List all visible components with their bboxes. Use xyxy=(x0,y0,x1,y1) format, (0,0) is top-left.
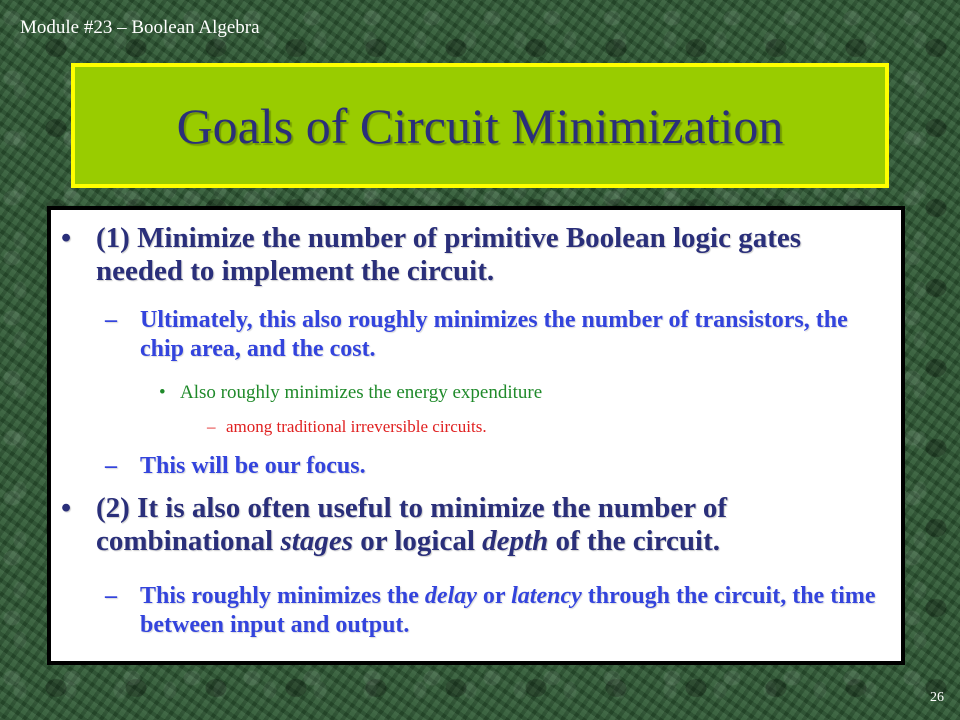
sub-sub-sub-item-text: among traditional irreversible circuits. xyxy=(226,417,487,436)
bullet-dash: – xyxy=(105,307,117,333)
bullet-dot: • xyxy=(61,492,72,524)
bullet-dash: – xyxy=(105,583,117,609)
bullet-dash: – xyxy=(105,453,117,479)
bullet-item-1 xyxy=(51,222,881,288)
sub-item-1 xyxy=(51,306,881,364)
bullet-text: (2) It is also often useful to minimize the number of combinational stages or logical depth of the circuit. xyxy=(96,492,727,557)
bullet-dash: – xyxy=(207,417,216,436)
sub-item-text: This will be our focus. xyxy=(140,453,366,479)
sub-item-3 xyxy=(51,582,881,640)
bullet-dot: • xyxy=(159,382,166,403)
title-box xyxy=(71,63,889,188)
bullet-dot: • xyxy=(61,222,72,254)
sub-sub-sub-item-1 xyxy=(51,417,881,437)
sub-sub-item-text: Also roughly minimizes the energy expenditure xyxy=(180,382,543,403)
sub-item-text: Ultimately, this also roughly minimizes the number of transistors, the chip area, and the cost. xyxy=(140,307,848,362)
page-number: 26 xyxy=(930,690,944,705)
module-label: Module #23 – Boolean Algebra xyxy=(20,17,260,38)
sub-sub-item-1 xyxy=(51,382,881,404)
bullet-text: (1) Minimize the number of primitive Boolean logic gates needed to implement the circuit. xyxy=(96,222,802,287)
sub-item-text: This roughly minimizes the delay or latency through the circuit, the time between input and output. xyxy=(140,583,876,638)
content-box xyxy=(47,206,905,665)
slide-title: Goals of Circuit Minimization xyxy=(176,97,784,154)
bullet-item-2 xyxy=(51,492,881,558)
sub-item-2 xyxy=(51,452,881,481)
